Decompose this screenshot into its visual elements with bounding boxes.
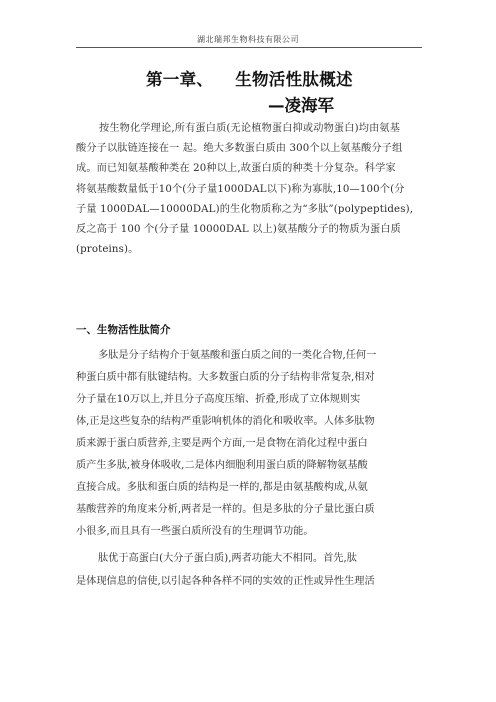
chapter-number: 第一章、: [146, 70, 214, 89]
intro-line: 子量 1000DAL—10000DAL)的生化物质称之为“多肽”(polypeptides),: [76, 204, 414, 215]
body-line: 种蛋白质中都有肽键结构。大多数蛋白质的分子结构非常复杂,相对: [76, 372, 375, 383]
chapter-title: [146, 66, 353, 90]
header-divider: [76, 47, 422, 48]
intro-line: 将氨基酸数量低于10个(分子量1000DAL以下)称为寡肽,10—100个(分: [76, 184, 405, 195]
body-line: 分子量在10万以上,并且分子高度压缩、折叠,形成了立体规则实: [76, 394, 361, 405]
intro-line: 酸分子以肽链连接在一 起。绝大多数蛋白质由 300个以上氨基酸分子组: [76, 143, 403, 154]
intro-line: 按生物化学理论,所有蛋白质(无论植物蛋白抑或动物蛋白)均由氨基: [99, 123, 401, 134]
body-line: 多肽是分子结构介于氨基酸和蛋白质之间的一类化合物,任何一: [98, 350, 377, 361]
intro-line: 成。而已知氨基酸种类在 20种以上,故蛋白质的种类十分复杂。科学家: [76, 163, 396, 174]
page-header: 湖北瑞邦生物科技有限公司: [197, 35, 299, 44]
author-line: —凌海军: [268, 96, 334, 115]
intro-line: (proteins)。: [76, 244, 139, 255]
section-heading: 一、生物活性肽简介: [76, 324, 171, 336]
intro-line: 反之高于 100 个(分子量 10000DAL 以上)氨基酸分子的物质为蛋白质: [76, 224, 402, 235]
body-line: 肽优于高蛋白(大分子蛋白质),两者功能大不相同。首先,肽: [98, 553, 357, 564]
body-line: 质产生多肽,被身体吸收,二是体内细胞利用蛋白质的降解物氨基酸: [76, 460, 368, 471]
body-line: 是体现信息的信使,以引起各种各样不同的实效的正性或异性生理活: [76, 576, 375, 587]
body-line: 质来源于蛋白质营养,主要是两个方面,一是食物在消化过程中蛋白: [76, 438, 368, 449]
chapter-name: 生物活性肽概述: [235, 70, 353, 89]
body-line: 体,正是这些复杂的结构严重影响机体的消化和吸收率。人体多肽物: [76, 416, 375, 427]
body-line: 基酸营养的角度来分析,两者是一样的。但是多肽的分子量比蛋白质: [76, 504, 375, 515]
body-line: 小很多,而且具有一些蛋白质所没有的生理调节功能。: [76, 526, 314, 537]
body-line: 直接合成。多肽和蛋白质的结构是一样的,都是由氨基酸构成,从氨: [76, 482, 368, 493]
